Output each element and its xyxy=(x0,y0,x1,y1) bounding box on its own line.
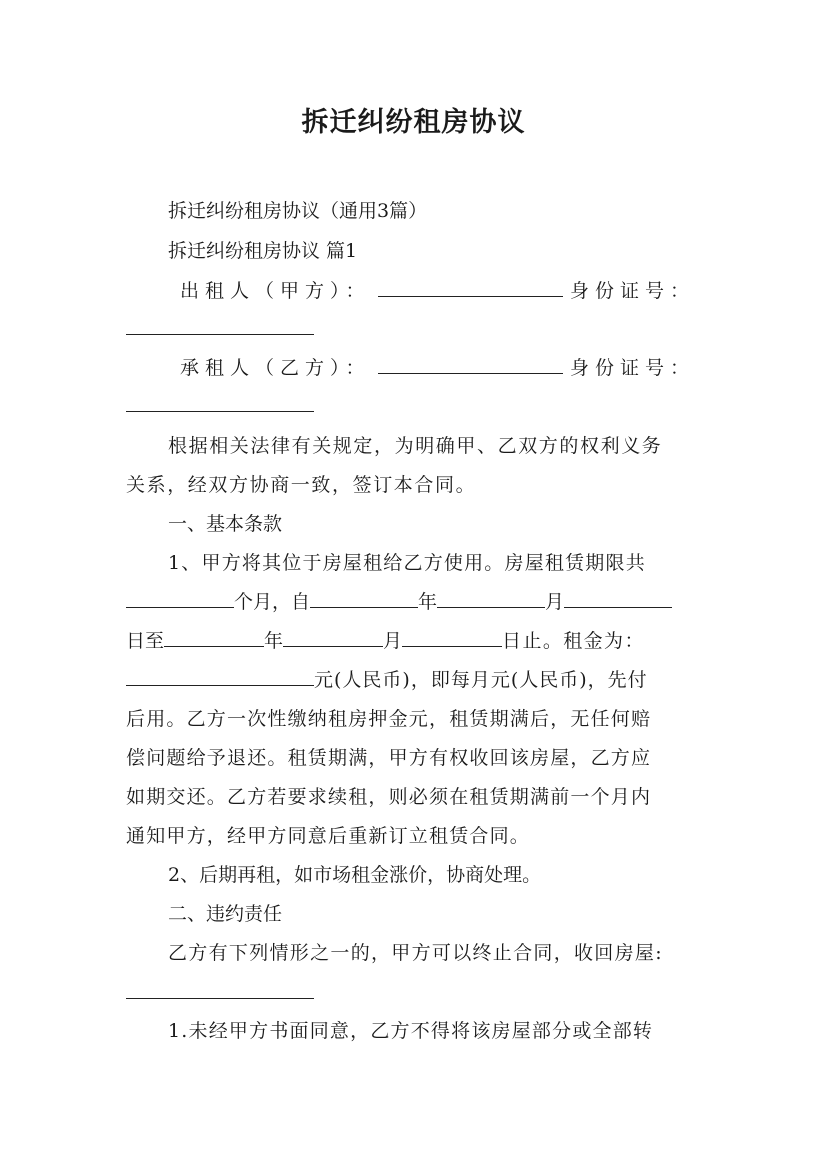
day-to-text: 日至 xyxy=(126,630,165,652)
breach-blank-row xyxy=(126,980,706,1006)
clause1-line-6: 偿问题给予退还。租赁期满，甲方有权收回该房屋，乙方应 xyxy=(126,747,652,769)
term-line xyxy=(126,589,706,615)
start-day-blank xyxy=(564,589,672,608)
year-char: 年 xyxy=(418,591,438,613)
subtitle: 拆迁纠纷租房协议（通用3篇） xyxy=(168,200,428,222)
months-blank xyxy=(126,589,234,608)
clause1-line-1: 1、甲方将其位于房屋租给乙方使用。房屋租赁期限共 xyxy=(168,552,646,574)
lessor-id-blank xyxy=(126,316,314,335)
lessee-name-blank xyxy=(378,355,563,374)
lessor-id-label: 身份证号： xyxy=(569,280,695,302)
start-month-blank xyxy=(437,589,545,608)
breach-intro: 乙方有下列情形之一的，甲方可以终止合同，收回房屋: xyxy=(168,942,663,964)
clause2-text: 2、后期再租，如市场租金涨价，协商处理。 xyxy=(168,864,542,886)
end-year-blank xyxy=(164,628,264,647)
lessee-id-label: 身份证号： xyxy=(569,357,695,379)
start-year-blank xyxy=(310,589,418,608)
rent-blank xyxy=(126,667,314,686)
year-char-2: 年 xyxy=(264,630,284,652)
day-end-text: 日止。租金为： xyxy=(502,630,645,652)
breach-item-1: 1.未经甲方书面同意，乙方不得将该房屋部分或全部转 xyxy=(168,1020,654,1042)
lessor-id-row xyxy=(126,316,706,342)
rent-text: 元(人民币)，即每月元(人民币)，先付 xyxy=(314,669,648,691)
document-title: 拆迁纠纷租房协议 xyxy=(301,107,526,138)
lessor-row xyxy=(180,278,695,304)
lessee-id-blank xyxy=(126,393,314,412)
lessee-label: 承租人（乙方）： xyxy=(180,357,371,379)
end-day-blank xyxy=(402,628,502,647)
rent-line xyxy=(126,667,706,693)
intro-line-1: 根据相关法律有关规定，为明确甲、乙双方的权利义务 xyxy=(168,435,663,457)
month-char-2: 月 xyxy=(383,630,403,652)
clause1-line-8: 通知甲方，经甲方同意后重新订立租赁合同。 xyxy=(126,825,531,847)
clause1-line-7: 如期交还。乙方若要求续租，则必须在租赁期满前一个月内 xyxy=(126,786,652,808)
lessee-id-row xyxy=(126,393,706,419)
lessor-label: 出租人（甲方）： xyxy=(180,280,371,302)
month-char: 月 xyxy=(545,591,565,613)
lessee-row xyxy=(180,355,695,381)
lessor-name-blank xyxy=(378,278,563,297)
clause2-heading: 二、违约责任 xyxy=(168,903,283,925)
intro-line-2: 关系，经双方协商一致，签订本合同。 xyxy=(126,474,477,496)
clause1-heading: 一、基本条款 xyxy=(168,513,283,535)
breach-blank xyxy=(126,980,314,999)
clause1-line-5: 后用。乙方一次性缴纳租房押金元，租赁期满后，无任何赔 xyxy=(126,708,652,730)
months-text: 个月，自 xyxy=(234,591,311,613)
term-end-line xyxy=(126,628,706,654)
section-heading: 拆迁纠纷租房协议 篇1 xyxy=(168,240,358,262)
end-month-blank xyxy=(283,628,383,647)
